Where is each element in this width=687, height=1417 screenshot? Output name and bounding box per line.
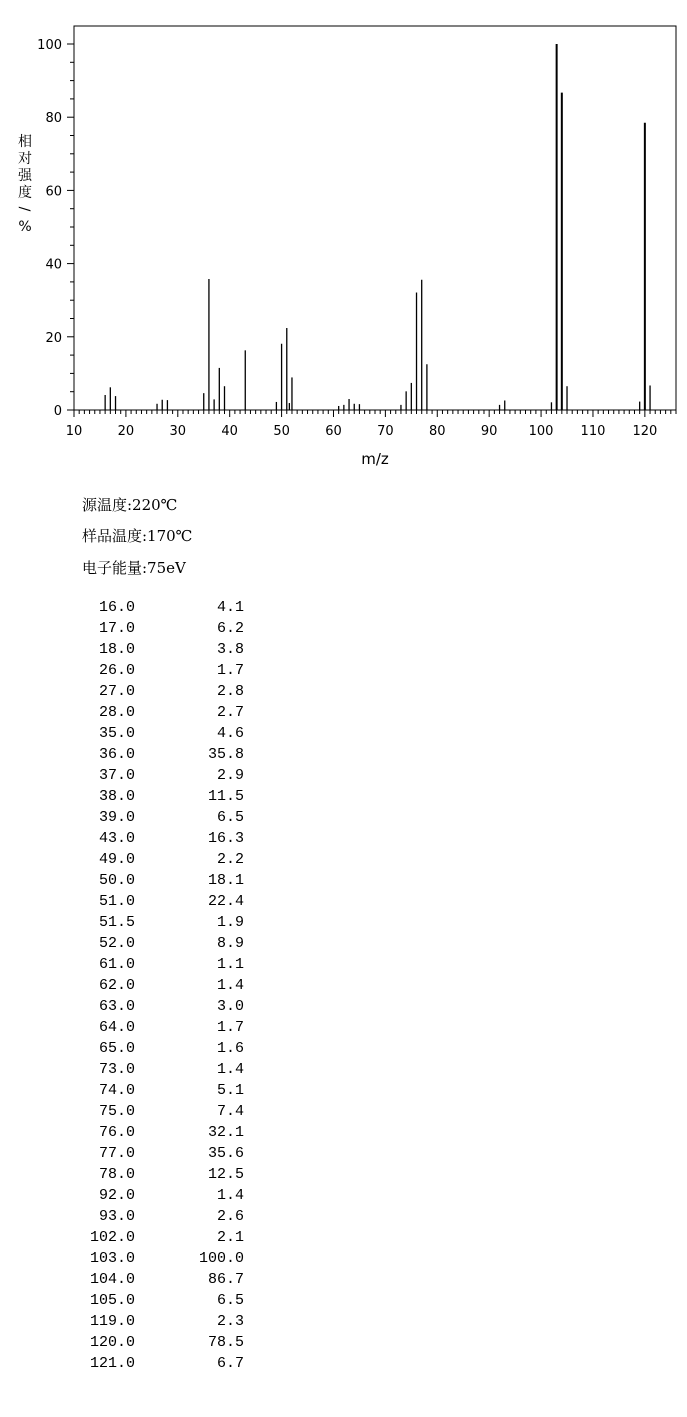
intensity-cell: 2.9 xyxy=(216,767,244,784)
mz-cell: 62.0 xyxy=(98,977,135,994)
x-tick-label: 40 xyxy=(221,424,238,439)
intensity-cell: 6.2 xyxy=(216,620,244,637)
table-row xyxy=(80,975,244,996)
mz-cell: 105.0 xyxy=(89,1292,135,1309)
x-axis-label: m/z xyxy=(361,450,389,468)
table-row xyxy=(80,1101,244,1122)
table-row xyxy=(80,1206,244,1227)
mass-spectrum-chart xyxy=(0,0,687,480)
mz-cell: 92.0 xyxy=(98,1187,135,1204)
table-row xyxy=(80,639,244,660)
y-axis-label-char: 度 xyxy=(18,185,32,201)
table-row xyxy=(80,1122,244,1143)
intensity-cell: 1.6 xyxy=(216,1040,244,1057)
intensity-cell: 2.8 xyxy=(216,683,244,700)
mz-cell: 64.0 xyxy=(98,1019,135,1036)
x-tick-label: 30 xyxy=(169,424,187,439)
table-row xyxy=(80,1059,244,1080)
mz-cell: 120.0 xyxy=(89,1334,135,1351)
table-row xyxy=(80,765,244,786)
peak-table xyxy=(80,597,244,1374)
mz-cell: 16.0 xyxy=(98,599,135,616)
table-row xyxy=(80,1143,244,1164)
x-tick-label: 110 xyxy=(580,424,606,439)
y-axis-label-char: 相 xyxy=(18,134,32,150)
table-row xyxy=(80,933,244,954)
mz-cell: 74.0 xyxy=(98,1082,135,1099)
mz-cell: 93.0 xyxy=(98,1208,135,1225)
mz-cell: 78.0 xyxy=(98,1166,135,1183)
y-tick-label: 0 xyxy=(53,404,62,419)
table-row xyxy=(80,1269,244,1290)
intensity-cell: 16.3 xyxy=(207,830,244,847)
mz-cell: 28.0 xyxy=(98,704,135,721)
intensity-cell: 6.5 xyxy=(216,1292,244,1309)
intensity-cell: 7.4 xyxy=(216,1103,244,1120)
x-tick-label: 20 xyxy=(117,424,135,439)
y-axis-label-char: / xyxy=(16,206,32,212)
sample-temperature: 样品温度:170℃ xyxy=(82,527,193,545)
x-tick-label: 70 xyxy=(377,424,394,439)
mz-cell: 17.0 xyxy=(98,620,135,637)
table-row xyxy=(80,954,244,975)
mz-cell: 76.0 xyxy=(98,1124,135,1141)
table-row xyxy=(80,1290,244,1311)
table-row xyxy=(80,870,244,891)
mz-cell: 121.0 xyxy=(89,1355,135,1372)
mz-cell: 119.0 xyxy=(89,1313,135,1330)
table-row xyxy=(80,786,244,807)
intensity-cell: 32.1 xyxy=(207,1124,244,1141)
x-tick-label: 60 xyxy=(325,424,342,439)
intensity-cell: 11.5 xyxy=(207,788,244,805)
table-row xyxy=(80,1080,244,1101)
mz-cell: 39.0 xyxy=(98,809,135,826)
source-temperature: 源温度:220℃ xyxy=(82,496,178,514)
intensity-cell: 78.5 xyxy=(207,1334,244,1351)
table-row xyxy=(80,1332,244,1353)
intensity-cell: 2.1 xyxy=(216,1229,244,1246)
intensity-cell: 8.9 xyxy=(216,935,244,952)
y-tick-label: 20 xyxy=(45,330,62,346)
intensity-cell: 22.4 xyxy=(207,893,244,910)
y-tick-label: 100 xyxy=(37,38,62,53)
intensity-cell: 2.6 xyxy=(216,1208,244,1225)
intensity-cell: 86.7 xyxy=(207,1271,244,1288)
mz-cell: 51.5 xyxy=(98,914,135,931)
intensity-cell: 3.8 xyxy=(216,641,244,658)
x-tick-label: 90 xyxy=(480,424,498,439)
table-row xyxy=(80,618,244,639)
mz-cell: 36.0 xyxy=(98,746,135,763)
mz-cell: 75.0 xyxy=(98,1103,135,1120)
intensity-cell: 6.7 xyxy=(216,1355,244,1372)
mz-cell: 38.0 xyxy=(98,788,135,805)
table-row xyxy=(80,849,244,870)
y-axis-label-char: 对 xyxy=(18,151,32,167)
mz-cell: 50.0 xyxy=(98,872,135,889)
table-row xyxy=(80,1353,244,1374)
table-row xyxy=(80,681,244,702)
intensity-cell: 4.6 xyxy=(216,725,244,742)
intensity-cell: 2.7 xyxy=(216,704,244,721)
table-row xyxy=(80,702,244,723)
intensity-cell: 1.4 xyxy=(216,1187,244,1204)
intensity-cell: 3.0 xyxy=(216,998,244,1015)
y-tick-label: 40 xyxy=(45,257,62,273)
y-axis-label xyxy=(16,133,33,235)
intensity-cell: 1.1 xyxy=(216,956,244,973)
mz-cell: 104.0 xyxy=(89,1271,135,1288)
table-row xyxy=(80,660,244,681)
x-tick-label: 100 xyxy=(528,424,554,439)
intensity-cell: 2.3 xyxy=(216,1313,244,1330)
plot-frame xyxy=(74,26,676,410)
table-row xyxy=(80,996,244,1017)
intensity-cell: 1.4 xyxy=(216,977,244,994)
intensity-cell: 35.8 xyxy=(207,746,244,763)
table-row xyxy=(80,744,244,765)
mz-cell: 63.0 xyxy=(98,998,135,1015)
x-tick-label: 50 xyxy=(273,424,290,439)
intensity-cell: 1.7 xyxy=(216,1019,244,1036)
table-row xyxy=(80,597,244,618)
x-tick-label: 120 xyxy=(632,424,658,439)
intensity-cell: 4.1 xyxy=(216,599,244,616)
intensity-cell: 5.1 xyxy=(216,1082,244,1099)
table-row xyxy=(80,891,244,912)
mz-cell: 102.0 xyxy=(89,1229,135,1246)
mz-cell: 26.0 xyxy=(98,662,135,679)
intensity-cell: 2.2 xyxy=(216,851,244,868)
mz-cell: 61.0 xyxy=(98,956,135,973)
table-row xyxy=(80,723,244,744)
intensity-cell: 100.0 xyxy=(198,1250,244,1267)
mz-cell: 52.0 xyxy=(98,935,135,952)
intensity-cell: 1.9 xyxy=(216,914,244,931)
table-row xyxy=(80,1227,244,1248)
mz-cell: 35.0 xyxy=(98,725,135,742)
mz-cell: 18.0 xyxy=(98,641,135,658)
intensity-cell: 1.7 xyxy=(216,662,244,679)
table-row xyxy=(80,1164,244,1185)
intensity-cell: 12.5 xyxy=(207,1166,244,1183)
table-row xyxy=(80,1017,244,1038)
mz-cell: 27.0 xyxy=(98,683,135,700)
y-tick-label: 80 xyxy=(45,111,62,127)
mz-cell: 43.0 xyxy=(98,830,135,847)
intensity-cell: 18.1 xyxy=(207,872,244,889)
mz-cell: 65.0 xyxy=(98,1040,135,1057)
mz-cell: 37.0 xyxy=(98,767,135,784)
x-tick-label: 80 xyxy=(429,424,446,439)
intensity-cell: 35.6 xyxy=(207,1145,244,1162)
mz-cell: 49.0 xyxy=(98,851,135,868)
y-axis-label-char: % xyxy=(18,219,32,235)
electron-energy: 电子能量:75eV xyxy=(82,559,186,577)
table-row xyxy=(80,1311,244,1332)
mz-cell: 103.0 xyxy=(89,1250,135,1267)
intensity-cell: 1.4 xyxy=(216,1061,244,1078)
mz-cell: 77.0 xyxy=(98,1145,135,1162)
y-axis-label-char: 强 xyxy=(18,168,32,184)
x-tick-label: 10 xyxy=(65,424,83,439)
table-row xyxy=(80,1248,244,1269)
table-row xyxy=(80,912,244,933)
y-tick-label: 60 xyxy=(45,184,62,200)
intensity-cell: 6.5 xyxy=(216,809,244,826)
axes xyxy=(37,38,676,439)
table-row xyxy=(80,1185,244,1206)
mz-cell: 73.0 xyxy=(98,1061,135,1078)
mz-cell: 51.0 xyxy=(98,893,135,910)
table-row xyxy=(80,1038,244,1059)
table-row xyxy=(80,807,244,828)
spectrum-bars xyxy=(105,44,650,410)
table-row xyxy=(80,828,244,849)
